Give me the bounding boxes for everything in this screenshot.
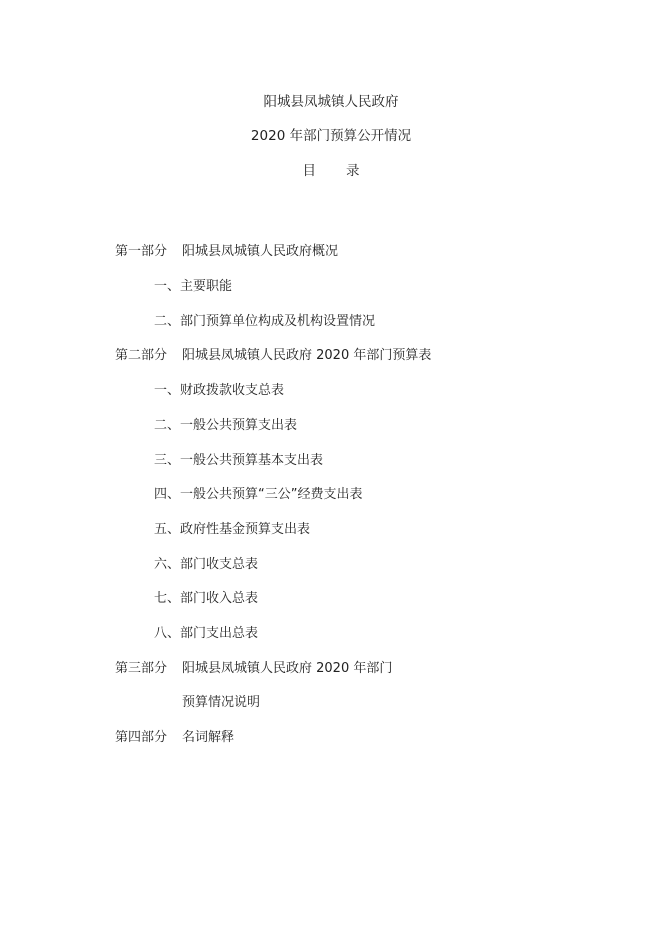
- toc-item: 二、部门预算单位构成及机构设置情况: [154, 314, 376, 329]
- part-label: 第一部分: [115, 244, 168, 259]
- toc-item: 一、财政拨款收支总表: [154, 383, 285, 398]
- part-title-continuation: 预算情况说明: [182, 695, 261, 710]
- part-label: 第二部分: [115, 348, 168, 363]
- part-title: 阳城县凤城镇人民政府 2020 年部门: [182, 661, 393, 676]
- part-label: 第三部分: [115, 661, 168, 676]
- toc-item: 三、一般公共预算基本支出表: [154, 453, 324, 468]
- toc-heading-left: 目: [302, 163, 316, 179]
- toc-part-1: [115, 243, 338, 261]
- toc-part-3: [115, 660, 392, 678]
- toc-item: 五、政府性基金预算支出表: [154, 522, 311, 537]
- toc-item: 二、一般公共预算支出表: [154, 418, 298, 433]
- org-name-title: 阳城县凤城镇人民政府: [263, 94, 399, 110]
- toc-part-4: [115, 729, 234, 747]
- toc-heading: [0, 159, 662, 179]
- part-label: 第四部分: [115, 730, 168, 745]
- toc-part-2: [115, 347, 431, 365]
- toc-item: 六、部门收支总表: [154, 557, 259, 572]
- document-title: 2020 年部门预算公开情况: [250, 128, 412, 144]
- part-title: 名词解释: [182, 730, 235, 745]
- part-title: 阳城县凤城镇人民政府概况: [182, 244, 339, 259]
- toc-item: 八、部门支出总表: [154, 626, 259, 641]
- toc-item: 七、部门收入总表: [154, 591, 259, 606]
- toc-item: 四、一般公共预算“三公”经费支出表: [154, 487, 363, 502]
- toc-heading-right: 录: [346, 163, 360, 179]
- part-title: 阳城县凤城镇人民政府 2020 年部门预算表: [182, 348, 432, 363]
- toc-item: 一、主要职能: [154, 279, 233, 294]
